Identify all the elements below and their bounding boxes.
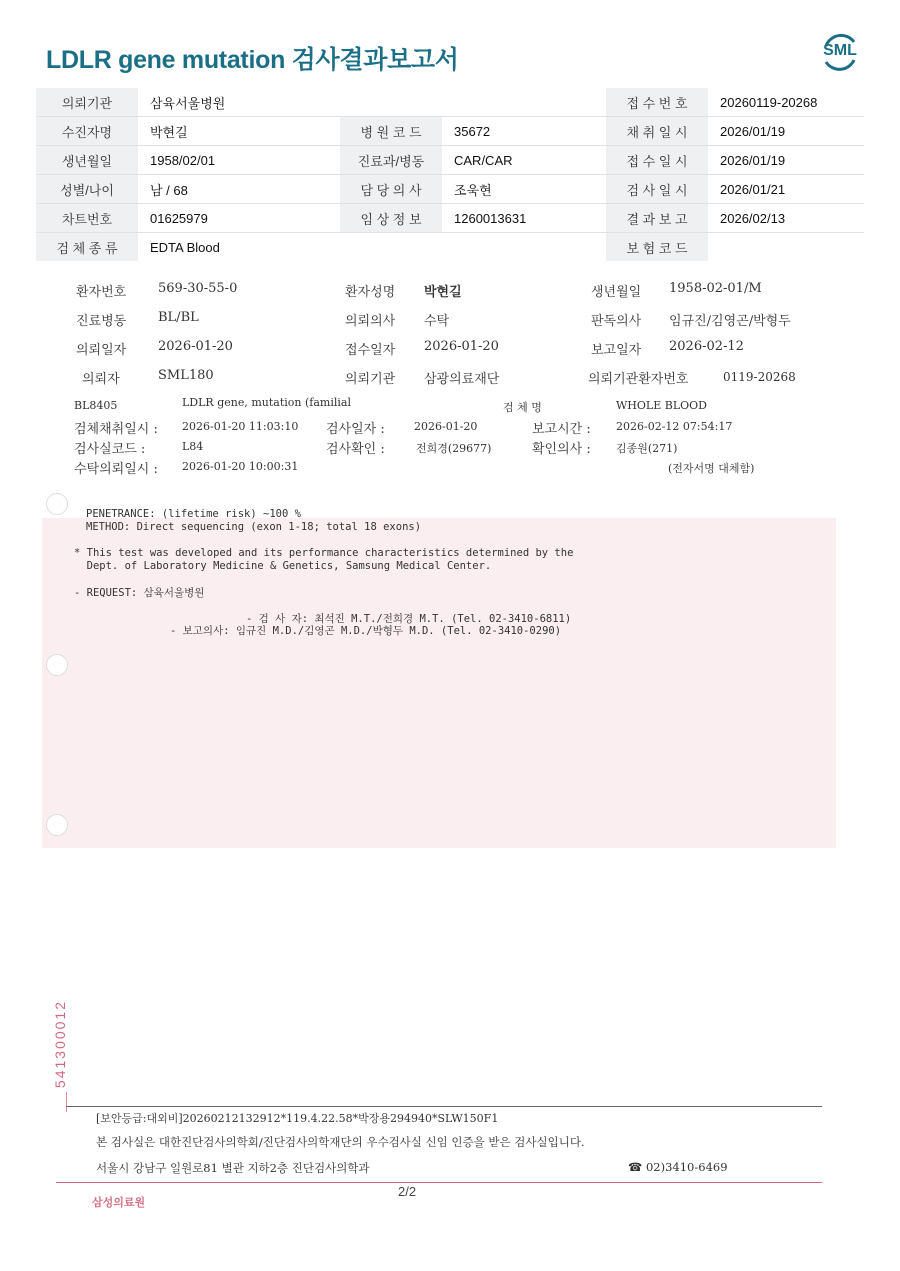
value-reader: 임규진/김영곤/박형두: [669, 314, 791, 329]
info-value: 01625979: [138, 204, 340, 233]
value-consign: 2026-01-20 10:00:31: [182, 460, 299, 473]
info-value: 1958/02/01: [138, 146, 340, 175]
value-inst-patient-no: 0119-20268: [723, 370, 796, 384]
punch-hole: [46, 493, 68, 515]
info-label: 차트번호: [36, 204, 138, 233]
method-line: METHOD: Direct sequencing (exon 1-18; total 18 exons): [86, 521, 422, 533]
info-row: [36, 175, 864, 204]
punch-hole: [46, 654, 68, 676]
label-req-doctor: 의뢰의사: [345, 314, 396, 329]
info-value: 2026/01/19: [708, 117, 864, 146]
logo-text: SML: [823, 42, 857, 59]
info-value: 삼육서울병원: [138, 88, 340, 117]
info-label: 검 체 종 류: [36, 233, 138, 262]
label-confirm: 검사확인 :: [326, 442, 385, 457]
info-value: 2026/01/19: [708, 146, 864, 175]
value-patient-no: 569-30-55-0: [158, 281, 238, 296]
info-label: 의뢰기관: [36, 88, 138, 117]
info-row: [36, 117, 864, 146]
page-title: LDLR gene mutation 검사결과보고서: [46, 46, 459, 74]
info-row: [36, 88, 864, 117]
value-confirm: 전희경(29677): [416, 442, 492, 455]
value-test-date: 2026-01-20: [414, 420, 478, 433]
info-label: 병 원 코 드: [340, 117, 442, 146]
info-value: 2026/01/21: [708, 175, 864, 204]
address-line: 서울시 강남구 일원로81 별관 지하2층 진단검사의학과: [96, 1161, 370, 1175]
penetrance-line: PENETRANCE: (lifetime risk) ~100 %: [86, 508, 301, 520]
serial-mark: [66, 1092, 67, 1112]
footer-divider-bottom: [56, 1182, 822, 1183]
label-test-date: 검사일자 :: [326, 422, 385, 437]
info-value: 20260119-20268: [708, 88, 864, 117]
cert-line: 본 검사실은 대한진단검사의학회/진단검사의학재단의 우수검사실 신임 인증을 받은 검사실입니다.: [96, 1135, 585, 1149]
label-specimen: 검 체 명: [503, 401, 542, 414]
page-number: 2/2: [398, 1184, 417, 1199]
label-lab-code: 검사실코드 :: [74, 442, 146, 457]
esign-note: (전자서명 대체함): [668, 462, 755, 475]
test-code: BL8405: [74, 399, 118, 412]
value-report-time: 2026-02-12 07:54:17: [616, 420, 733, 433]
label-reader: 판독의사: [591, 314, 642, 329]
info-value: 2026/02/13: [708, 204, 864, 233]
label-inst-patient-no: 의뢰기관환자번호: [588, 372, 689, 387]
info-label: 성별/나이: [36, 175, 138, 204]
value-req-inst: 삼광의료재단: [424, 372, 500, 387]
label-confirm-doctor: 확인의사 :: [532, 442, 591, 457]
info-label: 접 수 번 호: [606, 88, 708, 117]
value-confirm-doctor: 김종원(271): [616, 442, 678, 455]
phone-line: ☎ 02)3410-6469: [628, 1160, 728, 1174]
reporter-line: - 보고의사: 임규진 M.D./김영곤 M.D./박형두 M.D. (Tel. 02-3410-0290): [170, 625, 562, 637]
info-value: [442, 88, 606, 117]
info-row: [36, 146, 864, 175]
info-label: 진료과/병동: [340, 146, 442, 175]
serial-number: 541300012: [52, 1000, 68, 1089]
value-req-date: 2026-01-20: [158, 339, 233, 354]
value-report-date: 2026-02-12: [669, 339, 744, 354]
test-name: LDLR gene, mutation (familial: [182, 396, 351, 409]
label-collect: 검체채취일시 :: [74, 422, 158, 437]
value-patient-name: 박현길: [424, 285, 462, 300]
info-label: 생년월일: [36, 146, 138, 175]
info-value: [708, 233, 864, 262]
info-label: 담 당 의 사: [340, 175, 442, 204]
info-label: 접 수 일 시: [606, 146, 708, 175]
footer-divider-top: [66, 1106, 822, 1107]
info-label: [340, 88, 442, 117]
examiner-line: - 검 사 자: 최석진 M.T./전희경 M.T. (Tel. 02-3410-6811): [246, 613, 572, 625]
info-label: [340, 233, 442, 262]
info-value: 조욱현: [442, 175, 606, 204]
info-row: [36, 233, 864, 262]
label-birth: 생년월일: [591, 285, 642, 300]
info-label: 보 험 코 드: [606, 233, 708, 262]
brand-text: 삼성의료원: [92, 1197, 146, 1209]
value-req-doctor: 수탁: [424, 314, 450, 329]
value-ward: BL/BL: [158, 310, 199, 325]
label-req-inst: 의뢰기관: [345, 372, 396, 387]
info-label: 결 과 보 고: [606, 204, 708, 233]
value-recv-date: 2026-01-20: [424, 339, 499, 354]
label-patient-no: 환자번호: [76, 285, 127, 300]
label-patient-name: 환자성명: [345, 285, 396, 300]
request-line: - REQUEST: 삼육서울병원: [74, 587, 205, 599]
patient-info-table: [36, 88, 864, 261]
note-line-1: * This test was developed and its performance characteristics determined by the: [74, 547, 574, 559]
label-report-date: 보고일자: [591, 343, 642, 358]
label-ward: 진료병동: [76, 314, 127, 329]
info-value: [442, 233, 606, 262]
info-value: 남 / 68: [138, 175, 340, 204]
sml-logo: [818, 30, 862, 74]
info-value: 1260013631: [442, 204, 606, 233]
info-label: 수진자명: [36, 117, 138, 146]
label-requester: 의뢰자: [82, 372, 120, 387]
info-label: 검 사 일 시: [606, 175, 708, 204]
value-requester: SML180: [158, 368, 214, 383]
value-birth: 1958-02-01/M: [669, 281, 762, 296]
info-label: 채 취 일 시: [606, 117, 708, 146]
punch-hole: [46, 814, 68, 836]
info-value: 35672: [442, 117, 606, 146]
label-recv-date: 접수일자: [345, 343, 396, 358]
value-lab-code: L84: [182, 440, 204, 453]
info-value: CAR/CAR: [442, 146, 606, 175]
note-line-2: Dept. of Laboratory Medicine & Genetics, Samsung Medical Center.: [74, 560, 492, 572]
label-report-time: 보고시간 :: [532, 422, 591, 437]
info-row: [36, 204, 864, 233]
info-value: 박현길: [138, 117, 340, 146]
value-specimen: WHOLE BLOOD: [616, 399, 707, 412]
info-label: 임 상 정 보: [340, 204, 442, 233]
label-consign: 수탁의뢰일시 :: [74, 462, 158, 477]
value-collect: 2026-01-20 11:03:10: [182, 420, 299, 433]
label-req-date: 의뢰일자: [76, 343, 127, 358]
info-value: EDTA Blood: [150, 239, 220, 255]
security-line: [보안등급:대외비]20260212132912*119.4.22.58*박장용294940*SLW150F1: [96, 1112, 499, 1125]
